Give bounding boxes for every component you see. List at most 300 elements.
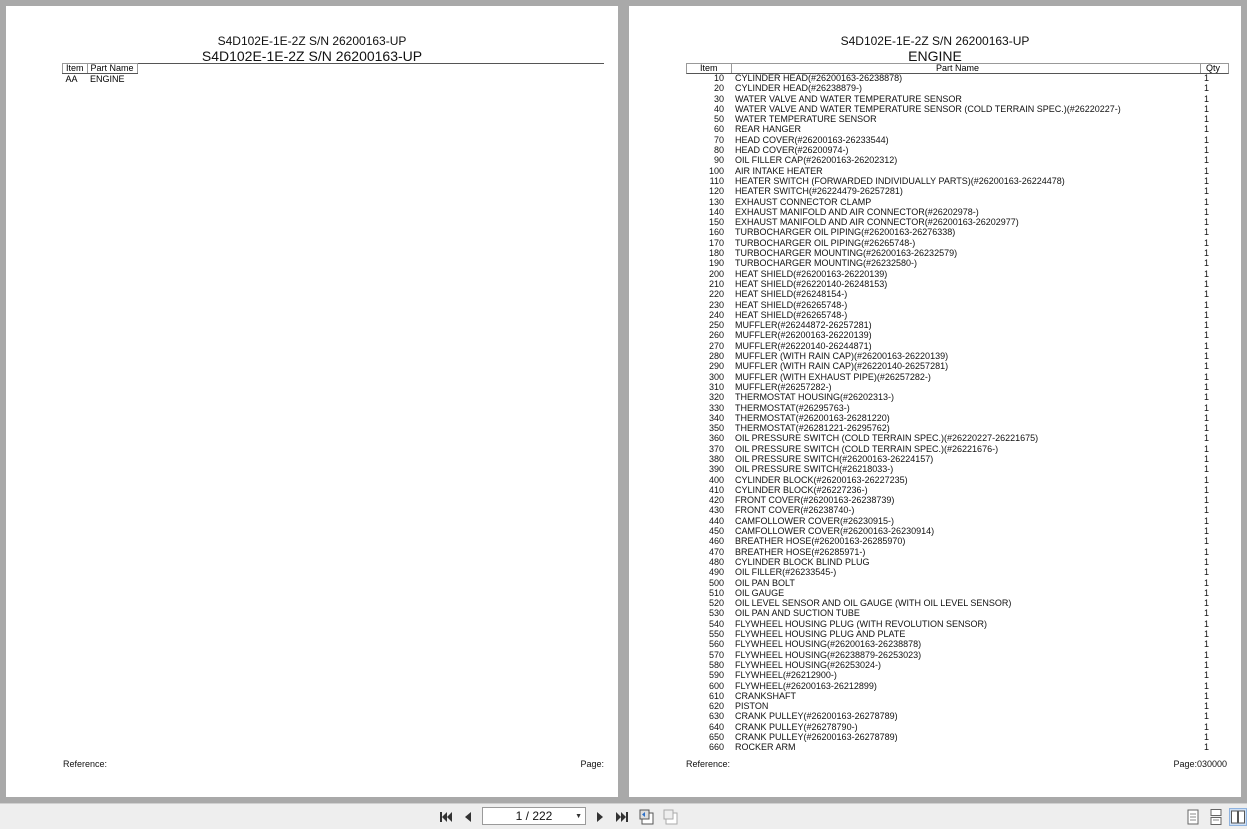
previous-page-button[interactable]: [459, 808, 477, 826]
parts-row[interactable]: [686, 83, 1227, 93]
part-item-number: 640: [708, 721, 724, 732]
part-item-number: 250: [708, 320, 724, 331]
part-quantity: 1: [1204, 577, 1210, 588]
part-quantity: 1: [1204, 742, 1210, 753]
parts-row[interactable]: [686, 526, 1227, 536]
part-quantity: 1: [1204, 206, 1210, 217]
part-quantity: 1: [1204, 505, 1210, 516]
part-quantity: 1: [1204, 680, 1210, 691]
right-reference-label: Reference:: [686, 759, 731, 769]
part-name: MUFFLER (WITH RAIN CAP)(#26200163-26220139): [735, 351, 949, 362]
part-name: HEAD COVER(#26200974-): [735, 145, 849, 156]
parts-row[interactable]: [686, 681, 1227, 691]
parts-row[interactable]: [686, 197, 1227, 207]
continuous-view-button[interactable]: [1207, 808, 1225, 826]
parts-row[interactable]: [686, 464, 1227, 474]
part-item-number: 480: [708, 556, 724, 567]
part-item-number: 140: [708, 206, 724, 217]
parts-row[interactable]: [686, 403, 1227, 413]
part-name: PISTON: [735, 701, 769, 712]
part-quantity: 1: [1204, 217, 1210, 228]
part-name: MUFFLER(#26257282-): [735, 381, 832, 392]
part-quantity: 1: [1204, 711, 1210, 722]
part-quantity: 1: [1204, 351, 1210, 362]
part-item-number: 370: [708, 443, 724, 454]
part-name: THERMOSTAT(#26200163-26281220): [735, 412, 890, 423]
part-item-number: 120: [708, 186, 724, 197]
part-name: HEAD COVER(#26200163-26233544): [735, 134, 889, 145]
part-name: CRANKSHAFT: [735, 690, 797, 701]
part-name: TURBOCHARGER OIL PIPING(#26265748-): [735, 237, 916, 248]
part-name: THERMOSTAT HOUSING(#26202313-): [735, 392, 895, 403]
part-item-number: 280: [708, 351, 724, 362]
part-quantity: 1: [1204, 474, 1210, 485]
part-quantity: 1: [1204, 299, 1210, 310]
parts-row[interactable]: [686, 588, 1227, 598]
part-name: MUFFLER(#26244872-26257281): [735, 320, 872, 331]
part-name: OIL FILLER(#26233545-): [735, 567, 837, 578]
part-quantity: 1: [1204, 83, 1210, 94]
part-name: OIL PAN BOLT: [735, 577, 795, 588]
parts-row[interactable]: [686, 639, 1227, 649]
part-item-number: 420: [708, 495, 724, 506]
next-view-button[interactable]: [662, 808, 680, 826]
page-indicator: 1 / 222: [515, 809, 553, 823]
right-page-subtitle: ENGINE: [908, 48, 962, 64]
parts-row[interactable]: [686, 135, 1227, 145]
part-name: CRANK PULLEY(#26278790-): [735, 721, 858, 732]
part-quantity: 1: [1204, 145, 1210, 156]
part-name: WATER VALVE AND WATER TEMPERATURE SENSOR: [735, 93, 962, 104]
part-item-number: 320: [708, 392, 724, 403]
part-item-number: 340: [708, 412, 724, 423]
part-item-number: 600: [708, 680, 724, 691]
part-item-number: 60: [713, 124, 724, 135]
parts-row[interactable]: [686, 124, 1227, 134]
part-item-number: 190: [708, 258, 724, 269]
part-name: EXHAUST CONNECTOR CLAMP: [735, 196, 872, 207]
parts-row[interactable]: [686, 217, 1227, 227]
part-item-number: 180: [708, 248, 724, 259]
parts-row[interactable]: [686, 300, 1227, 310]
parts-row[interactable]: [686, 495, 1227, 505]
index-part-name[interactable]: ENGINE: [90, 74, 125, 84]
part-item-number: 540: [708, 618, 724, 629]
part-quantity: 1: [1204, 289, 1210, 300]
part-item-number: 80: [713, 145, 724, 156]
parts-row[interactable]: [686, 382, 1227, 392]
part-item-number: 170: [708, 237, 724, 248]
part-name: MUFFLER (WITH RAIN CAP)(#26220140-26257281): [735, 361, 949, 372]
parts-row[interactable]: [686, 248, 1227, 258]
part-item-number: 470: [708, 546, 724, 557]
part-item-number: 330: [708, 402, 724, 413]
part-item-number: 490: [708, 567, 724, 578]
part-quantity: 1: [1204, 618, 1210, 629]
parts-row[interactable]: [686, 269, 1227, 279]
parts-row[interactable]: [686, 650, 1227, 660]
part-name: THERMOSTAT(#26295763-): [735, 402, 850, 413]
left-reference-label: Reference:: [63, 759, 108, 769]
parts-row[interactable]: [686, 145, 1227, 155]
part-name: OIL PRESSURE SWITCH (COLD TERRAIN SPEC.)(#26220227-26221675): [735, 433, 1039, 444]
part-name: FRONT COVER(#26200163-26238739): [735, 495, 895, 506]
part-item-number: 500: [708, 577, 724, 588]
parts-row[interactable]: [686, 433, 1227, 443]
first-page-icon: [439, 811, 453, 823]
part-name: EXHAUST MANIFOLD AND AIR CONNECTOR(#26202978-): [735, 206, 979, 217]
part-name: CRANK PULLEY(#26200163-26278789): [735, 711, 898, 722]
parts-header-part-name: Part Name: [935, 63, 979, 73]
part-name: OIL PAN AND SUCTION TUBE: [735, 608, 860, 619]
parts-row[interactable]: [686, 660, 1227, 670]
parts-row[interactable]: [686, 475, 1227, 485]
part-quantity: 1: [1204, 227, 1210, 238]
part-item-number: 610: [708, 690, 724, 701]
parts-row[interactable]: [686, 516, 1227, 526]
parts-row[interactable]: [686, 227, 1227, 237]
part-item-number: 430: [708, 505, 724, 516]
parts-row[interactable]: [686, 454, 1227, 464]
part-name: HEAT SHIELD(#26220140-26248153): [735, 278, 888, 289]
left-document-page: [6, 6, 618, 797]
part-name: FLYWHEEL HOUSING PLUG (WITH REVOLUTION SENSOR): [735, 618, 988, 629]
parts-row[interactable]: [686, 94, 1227, 104]
part-name: OIL LEVEL SENSOR AND OIL GAUGE (WITH OIL LEVEL SENSOR): [735, 598, 1012, 609]
part-quantity: 1: [1204, 608, 1210, 619]
part-item-number: 590: [708, 670, 724, 681]
part-item-number: 150: [708, 217, 724, 228]
part-item-number: 230: [708, 299, 724, 310]
part-quantity: 1: [1204, 495, 1210, 506]
part-name: CYLINDER HEAD(#26238879-): [735, 83, 863, 94]
part-item-number: 560: [708, 639, 724, 650]
part-quantity: 1: [1204, 320, 1210, 331]
part-item-number: 220: [708, 289, 724, 300]
index-header-part-name: Part Name: [87, 64, 137, 74]
next-page-icon: [595, 811, 605, 823]
part-quantity: 1: [1204, 309, 1210, 320]
part-quantity: 1: [1204, 381, 1210, 392]
part-item-number: 90: [713, 155, 724, 166]
part-item-number: 360: [708, 433, 724, 444]
part-name: CYLINDER HEAD(#26200163-26238878): [735, 73, 903, 83]
parts-row[interactable]: [686, 742, 1227, 752]
parts-row[interactable]: [686, 567, 1227, 577]
part-name: CYLINDER BLOCK BLIND PLUG: [735, 556, 870, 567]
part-quantity: 1: [1204, 371, 1210, 382]
index-table: [62, 63, 138, 84]
part-name: CAMFOLLOWER COVER(#26230915-): [735, 515, 895, 526]
parts-row[interactable]: [686, 722, 1227, 732]
parts-row[interactable]: [686, 557, 1227, 567]
parts-row[interactable]: [686, 598, 1227, 608]
part-quantity: 1: [1204, 464, 1210, 475]
part-quantity: 1: [1204, 690, 1210, 701]
part-item-number: 270: [708, 340, 724, 351]
part-quantity: 1: [1204, 546, 1210, 557]
right-document-page: [629, 6, 1241, 797]
previous-view-button[interactable]: [638, 808, 656, 826]
part-name: HEAT SHIELD(#26200163-26220139): [735, 268, 888, 279]
part-name: OIL PRESSURE SWITCH(#26218033-): [735, 464, 894, 475]
previous-view-icon: [639, 809, 655, 825]
part-item-number: 410: [708, 484, 724, 495]
part-name: BREATHER HOSE(#26200163-26285970): [735, 536, 906, 547]
parts-row[interactable]: [686, 691, 1227, 701]
part-quantity: 1: [1204, 258, 1210, 269]
part-item-number: 130: [708, 196, 724, 207]
part-name: BREATHER HOSE(#26285971-): [735, 546, 866, 557]
part-item-number: 440: [708, 515, 724, 526]
parts-row[interactable]: [686, 547, 1227, 557]
part-quantity: 1: [1204, 484, 1210, 495]
part-name: CAMFOLLOWER COVER(#26200163-26230914): [735, 526, 935, 537]
parts-row[interactable]: [686, 423, 1227, 433]
part-item-number: 40: [713, 103, 724, 114]
parts-row[interactable]: [686, 361, 1227, 371]
parts-row[interactable]: [686, 289, 1227, 299]
parts-row[interactable]: [686, 104, 1227, 114]
part-item-number: 580: [708, 659, 724, 670]
part-item-number: 380: [708, 453, 724, 464]
parts-row[interactable]: [686, 578, 1227, 588]
part-item-number: 350: [708, 423, 724, 434]
part-quantity: 1: [1204, 114, 1210, 125]
part-name: EXHAUST MANIFOLD AND AIR CONNECTOR(#26200163-26202977): [735, 217, 1019, 228]
left-page-label: Page:: [580, 759, 604, 769]
part-name: FLYWHEEL HOUSING(#26253024-): [735, 659, 882, 670]
part-item-number: 160: [708, 227, 724, 238]
parts-row[interactable]: [686, 238, 1227, 248]
right-page-title: S4D102E-1E-2Z S/N 26200163-UP: [840, 34, 1030, 48]
part-quantity: 1: [1204, 165, 1210, 176]
parts-header-item: Item: [700, 63, 718, 73]
part-name: THERMOSTAT(#26281221-26295762): [735, 423, 890, 434]
left-header-rule: [62, 63, 604, 64]
right-page-label: Page:030000: [1173, 759, 1227, 769]
previous-page-icon: [463, 811, 473, 823]
parts-row[interactable]: [686, 485, 1227, 495]
parts-row[interactable]: [686, 670, 1227, 680]
next-page-button[interactable]: [591, 808, 609, 826]
part-quantity: 1: [1204, 453, 1210, 464]
part-item-number: 460: [708, 536, 724, 547]
index-item: AA: [65, 74, 78, 84]
part-quantity: 1: [1204, 526, 1210, 537]
part-item-number: 290: [708, 361, 724, 372]
two-page-view-button[interactable]: [1229, 808, 1247, 826]
part-quantity: 1: [1204, 732, 1210, 742]
part-quantity: 1: [1204, 443, 1210, 454]
part-quantity: 1: [1204, 567, 1210, 578]
parts-row[interactable]: [686, 701, 1227, 711]
part-quantity: 1: [1204, 155, 1210, 166]
part-name: MUFFLER(#26200163-26220139): [735, 330, 872, 341]
parts-row[interactable]: [686, 351, 1227, 361]
part-quantity: 1: [1204, 649, 1210, 660]
parts-row[interactable]: [686, 372, 1227, 382]
single-page-view-button[interactable]: [1184, 808, 1202, 826]
part-name: WATER TEMPERATURE SENSOR: [735, 114, 877, 125]
parts-row[interactable]: [686, 155, 1227, 165]
part-name: TURBOCHARGER MOUNTING(#26232580-): [735, 258, 918, 269]
parts-row[interactable]: [686, 330, 1227, 340]
part-name: MUFFLER (WITH EXHAUST PIPE)(#26257282-): [735, 371, 931, 382]
part-quantity: 1: [1204, 659, 1210, 670]
part-item-number: 550: [708, 629, 724, 640]
part-quantity: 1: [1204, 639, 1210, 650]
parts-row[interactable]: [686, 413, 1227, 423]
viewer-toolbar: [0, 803, 1247, 829]
part-name: CYLINDER BLOCK(#26200163-26227235): [735, 474, 908, 485]
part-name: HEAT SHIELD(#26248154-): [735, 289, 848, 300]
part-quantity: 1: [1204, 629, 1210, 640]
part-quantity: 1: [1204, 330, 1210, 341]
part-item-number: 630: [708, 711, 724, 722]
part-item-number: 30: [713, 93, 724, 104]
column-divider: [1200, 64, 1201, 73]
part-item-number: 70: [713, 134, 724, 145]
part-item-number: 570: [708, 649, 724, 660]
parts-row[interactable]: [686, 207, 1227, 217]
part-quantity: 1: [1204, 248, 1210, 259]
parts-row[interactable]: [686, 258, 1227, 268]
last-page-icon: [615, 811, 629, 823]
part-item-number: 510: [708, 587, 724, 598]
part-quantity: 1: [1204, 587, 1210, 598]
part-item-number: 10: [713, 73, 724, 83]
part-item-number: 240: [708, 309, 724, 320]
part-item-number: 530: [708, 608, 724, 619]
part-item-number: 650: [708, 732, 724, 742]
parts-row[interactable]: [686, 505, 1227, 515]
first-page-button[interactable]: [437, 808, 455, 826]
page-select-dropdown-icon[interactable]: ▼: [575, 813, 582, 820]
part-name: OIL PRESSURE SWITCH (COLD TERRAIN SPEC.)(#26221676-): [735, 443, 999, 454]
part-name: HEATER SWITCH (FORWARDED INDIVIDUALLY PARTS)(#26200163-26224478): [735, 175, 1065, 186]
parts-table-body: [686, 73, 1227, 753]
parts-row[interactable]: [686, 536, 1227, 546]
left-page-subtitle: S4D102E-1E-2Z S/N 26200163-UP: [201, 48, 423, 64]
part-item-number: 520: [708, 598, 724, 609]
last-page-button[interactable]: [613, 808, 631, 826]
parts-row[interactable]: [686, 176, 1227, 186]
part-name: FLYWHEEL(#26212900-): [735, 670, 837, 681]
part-name: REAR HANGER: [735, 124, 802, 135]
part-quantity: 1: [1204, 93, 1210, 104]
parts-row[interactable]: [686, 166, 1227, 176]
parts-row[interactable]: [686, 310, 1227, 320]
part-item-number: 210: [708, 278, 724, 289]
parts-row[interactable]: [686, 444, 1227, 454]
part-quantity: 1: [1204, 536, 1210, 547]
parts-row[interactable]: [686, 73, 1227, 83]
part-quantity: 1: [1204, 701, 1210, 712]
part-name: FLYWHEEL HOUSING PLUG AND PLATE: [735, 629, 906, 640]
parts-row[interactable]: [686, 341, 1227, 351]
part-name: OIL GAUGE: [735, 587, 785, 598]
part-quantity: 1: [1204, 515, 1210, 526]
index-header-item: Item: [63, 64, 88, 74]
part-quantity: 1: [1204, 598, 1210, 609]
part-item-number: 20: [713, 83, 724, 94]
part-name: MUFFLER(#26220140-26244871): [735, 340, 872, 351]
part-quantity: 1: [1204, 73, 1210, 83]
index-row[interactable]: [63, 74, 138, 85]
part-item-number: 390: [708, 464, 724, 475]
part-item-number: 310: [708, 381, 724, 392]
next-view-icon: [663, 809, 679, 825]
parts-row[interactable]: [686, 629, 1227, 639]
part-item-number: 200: [708, 268, 724, 279]
part-name: WATER VALVE AND WATER TEMPERATURE SENSOR (COLD TERRAIN SPEC.)(#26220227-): [735, 103, 1121, 114]
parts-header-qty: Qty: [1206, 63, 1221, 73]
part-quantity: 1: [1204, 412, 1210, 423]
part-quantity: 1: [1204, 670, 1210, 681]
part-item-number: 260: [708, 330, 724, 341]
part-quantity: 1: [1204, 134, 1210, 145]
part-quantity: 1: [1204, 423, 1210, 434]
parts-row[interactable]: [686, 608, 1227, 618]
part-name: CRANK PULLEY(#26200163-26278789): [735, 732, 898, 742]
part-quantity: 1: [1204, 361, 1210, 372]
part-quantity: 1: [1204, 433, 1210, 444]
part-name: HEAT SHIELD(#26265748-): [735, 309, 848, 320]
part-quantity: 1: [1204, 340, 1210, 351]
part-item-number: 400: [708, 474, 724, 485]
left-page-title: S4D102E-1E-2Z S/N 26200163-UP: [217, 34, 407, 48]
part-quantity: 1: [1204, 268, 1210, 279]
part-item-number: 620: [708, 701, 724, 712]
part-name: OIL FILLER CAP(#26200163-26202312): [735, 155, 898, 166]
part-name: FLYWHEEL(#26200163-26212899): [735, 680, 877, 691]
part-item-number: 110: [709, 175, 724, 186]
part-quantity: 1: [1204, 196, 1210, 207]
part-name: FLYWHEEL HOUSING(#26238879-26253023): [735, 649, 922, 660]
part-name: OIL PRESSURE SWITCH(#26200163-26224157): [735, 453, 934, 464]
part-item-number: 300: [708, 371, 724, 382]
part-item-number: 660: [708, 742, 724, 753]
part-quantity: 1: [1204, 402, 1210, 413]
continuous-view-icon: [1209, 809, 1223, 825]
parts-row[interactable]: [686, 279, 1227, 289]
part-quantity: 1: [1204, 124, 1210, 135]
part-quantity: 1: [1204, 278, 1210, 289]
part-name: CYLINDER BLOCK(#26227236-): [735, 484, 868, 495]
part-item-number: 450: [708, 526, 724, 537]
parts-row[interactable]: [686, 320, 1227, 330]
parts-row[interactable]: [686, 186, 1227, 196]
part-quantity: 1: [1204, 721, 1210, 732]
parts-row[interactable]: [686, 114, 1227, 124]
single-page-view-icon: [1187, 809, 1199, 825]
page-number-field[interactable]: [482, 807, 586, 825]
part-item-number: 50: [713, 114, 724, 125]
part-name: HEATER SWITCH(#26224479-26257281): [735, 186, 903, 197]
parts-row[interactable]: [686, 711, 1227, 721]
parts-row[interactable]: [686, 619, 1227, 629]
part-name: FLYWHEEL HOUSING(#26200163-26238878): [735, 639, 922, 650]
part-name: ROCKER ARM: [735, 742, 796, 753]
parts-row[interactable]: [686, 732, 1227, 742]
part-name: HEAT SHIELD(#26265748-): [735, 299, 848, 310]
part-name: TURBOCHARGER OIL PIPING(#26200163-26276338): [735, 227, 956, 238]
part-quantity: 1: [1204, 103, 1210, 114]
parts-row[interactable]: [686, 392, 1227, 402]
part-quantity: 1: [1204, 556, 1210, 567]
part-item-number: 100: [708, 165, 724, 176]
